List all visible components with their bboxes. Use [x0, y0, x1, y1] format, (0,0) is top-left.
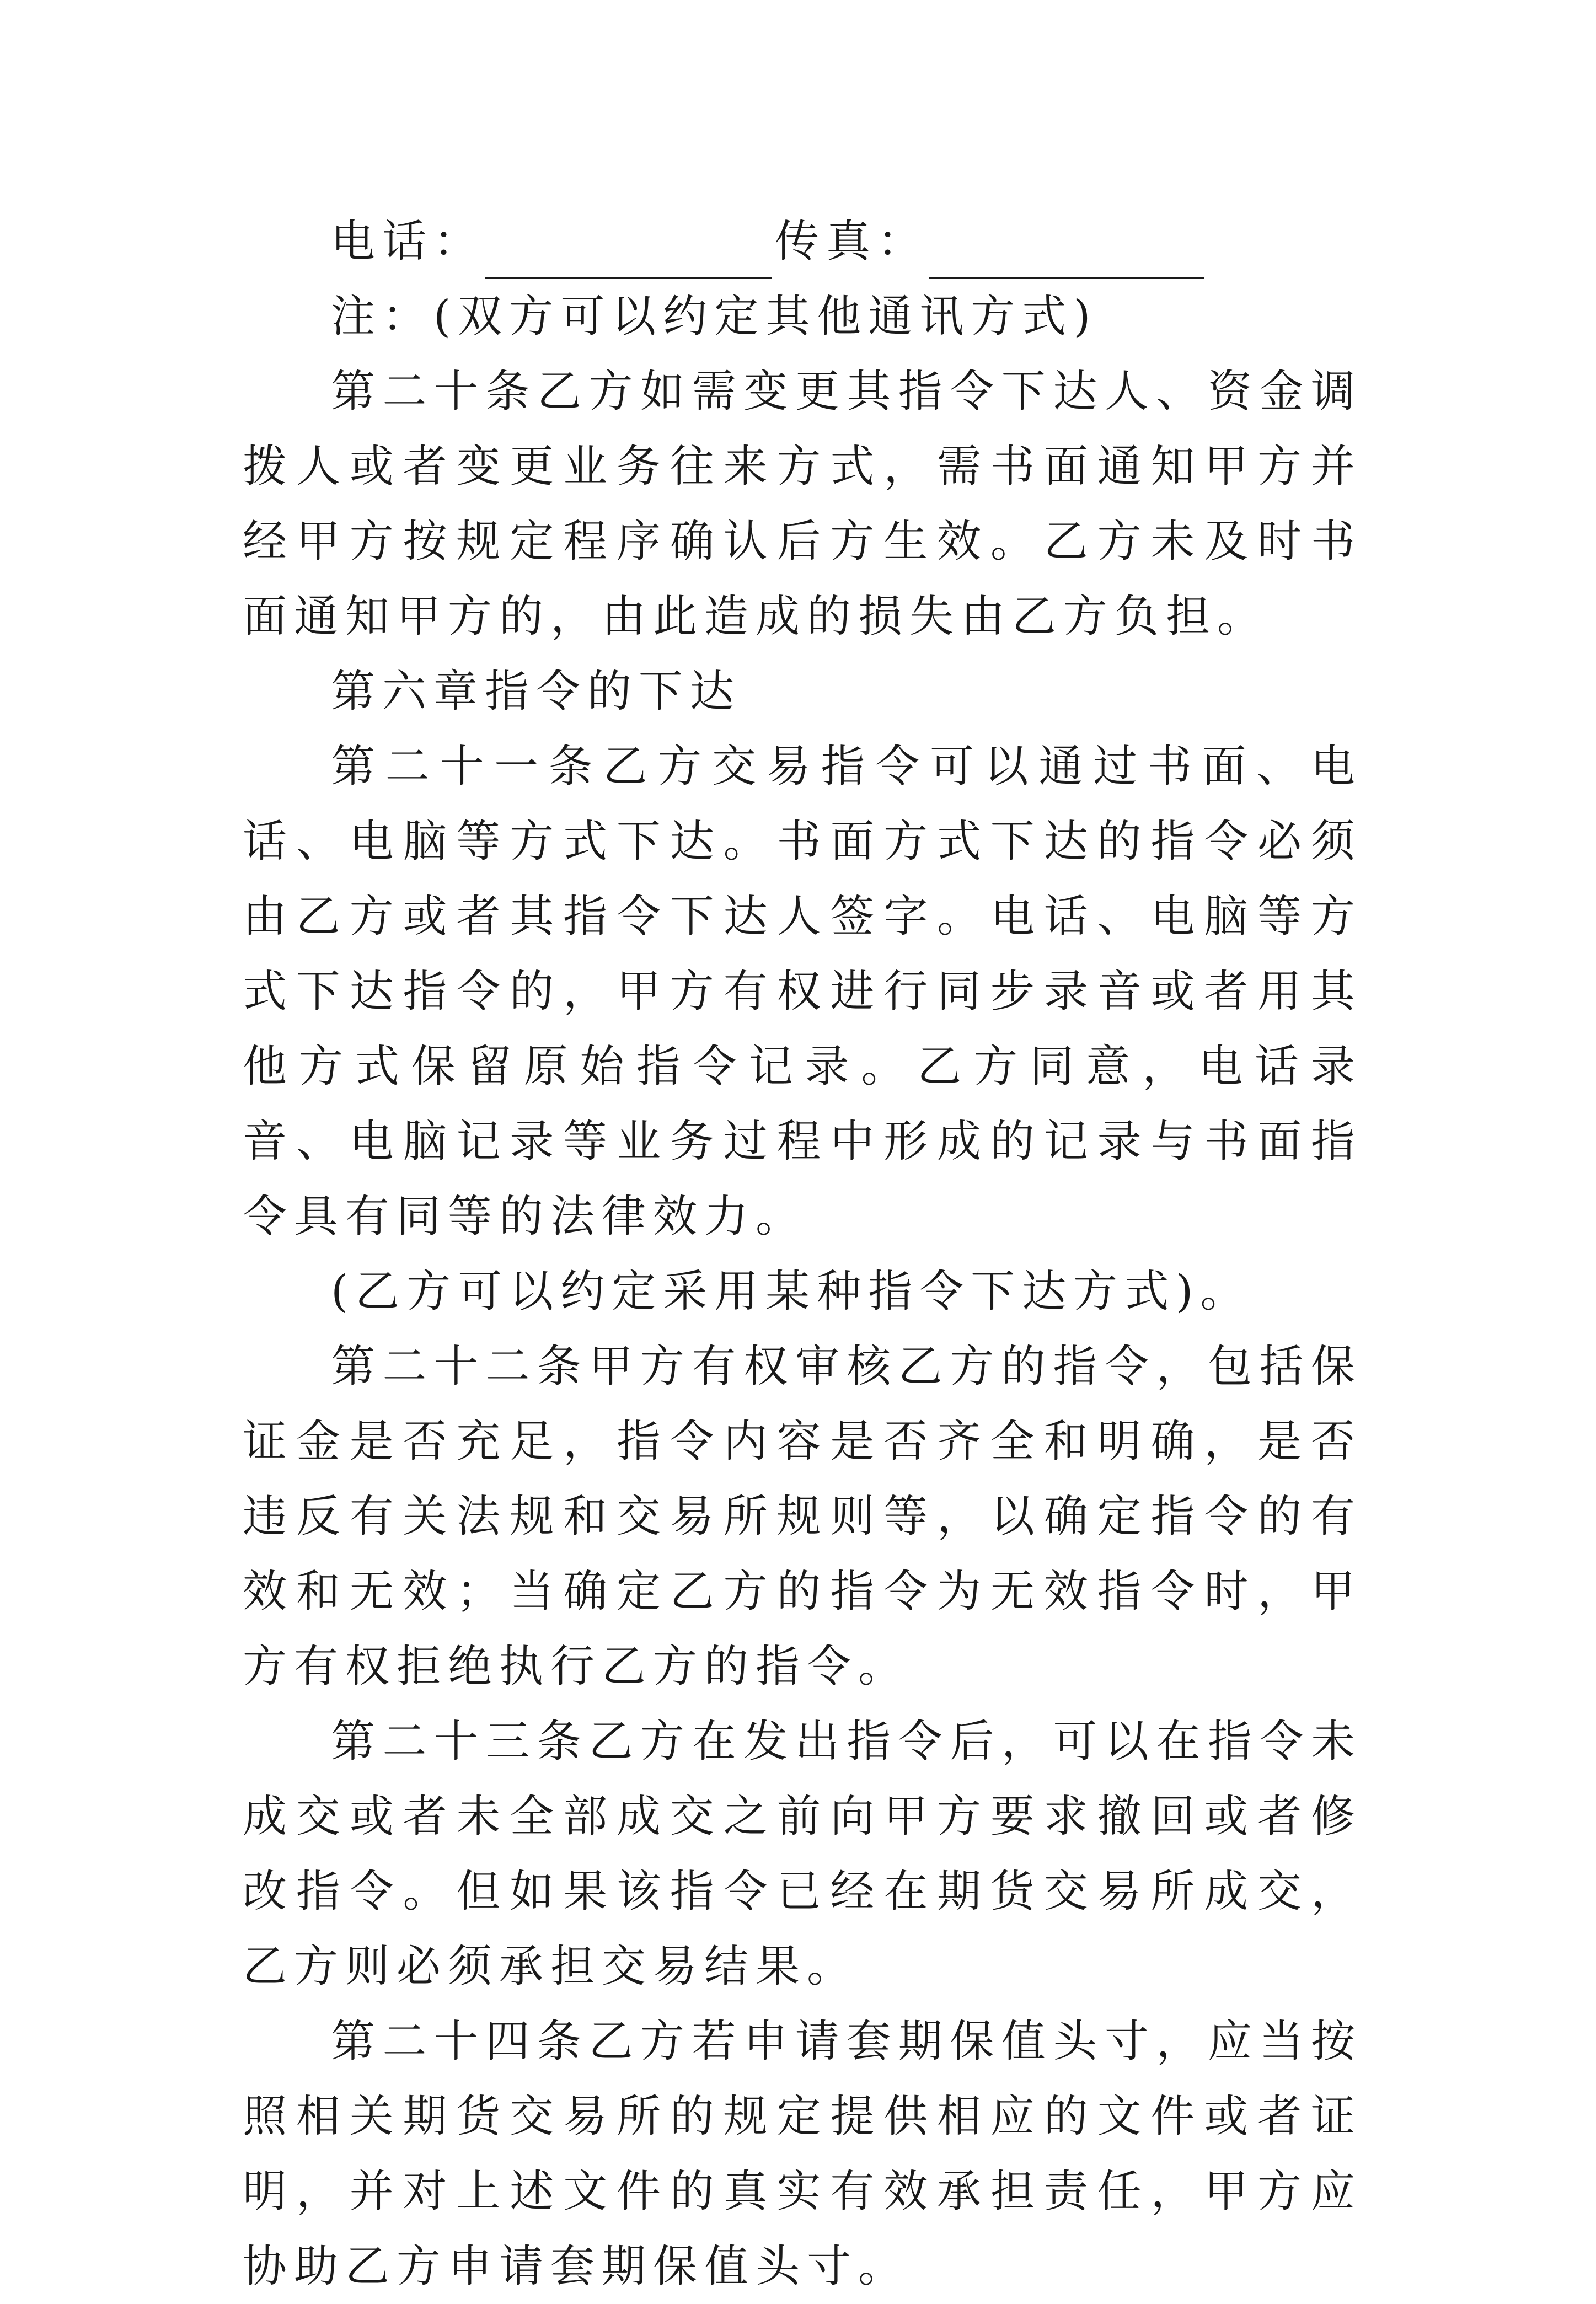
fax-label: 传真： [775, 216, 929, 267]
instruction-method-note: (乙方可以约定采用某种指令下达方式)。 [331, 1266, 1252, 1317]
note-paragraph: 注：(双方可以约定其他通讯方式) [331, 291, 1098, 342]
chapter-6-heading: 第六章指令的下达 [331, 666, 741, 717]
phone-blank [485, 228, 772, 279]
article-24: 第二十四条乙方若申请套期保值头寸，应当按照相关期货交易所的规定提供相应的文件或者证明，并对上述文件的真实有效承担责任，甲方应协助乙方申请套期保值头寸。 [243, 2016, 1362, 2292]
fax-blank [929, 228, 1204, 279]
phone-label: 电话： [331, 216, 485, 267]
article-22: 第二十二条甲方有权审核乙方的指令，包括保证金是否充足，指令内容是否齐全和明确，是否违反有关法规和交易所规则等，以确定指令的有效和无效；当确定乙方的指令为无效指令时，甲方有权拒绝执行乙方的指令。 [243, 1341, 1362, 1692]
contact-line [243, 204, 1362, 279]
article-21: 第二十一条乙方交易指令可以通过书面、电话、电脑等方式下达。书面方式下达的指令必须由乙方或者其指令下达人签字。电话、电脑等方式下达指令的，甲方有权进行同步录音或者用其他方式保留原始指令记录。乙方同意，电话录音、电脑记录等业务过程中形成的记录与书面指令具有同等的法律效力。 [243, 741, 1362, 1242]
article-20: 第二十条乙方如需变更其指令下达人、资金调拨人或者变更业务往来方式，需书面通知甲方并经甲方按规定程序确认后方生效。乙方未及时书面通知甲方的，由此造成的损失由乙方负担。 [243, 366, 1362, 642]
document-body [243, 204, 1362, 2304]
article-23: 第二十三条乙方在发出指令后，可以在指令未成交或者未全部成交之前向甲方要求撤回或者修改指令。但如果该指令已经在期货交易所成交，乙方则必须承担交易结果。 [243, 1716, 1362, 1992]
